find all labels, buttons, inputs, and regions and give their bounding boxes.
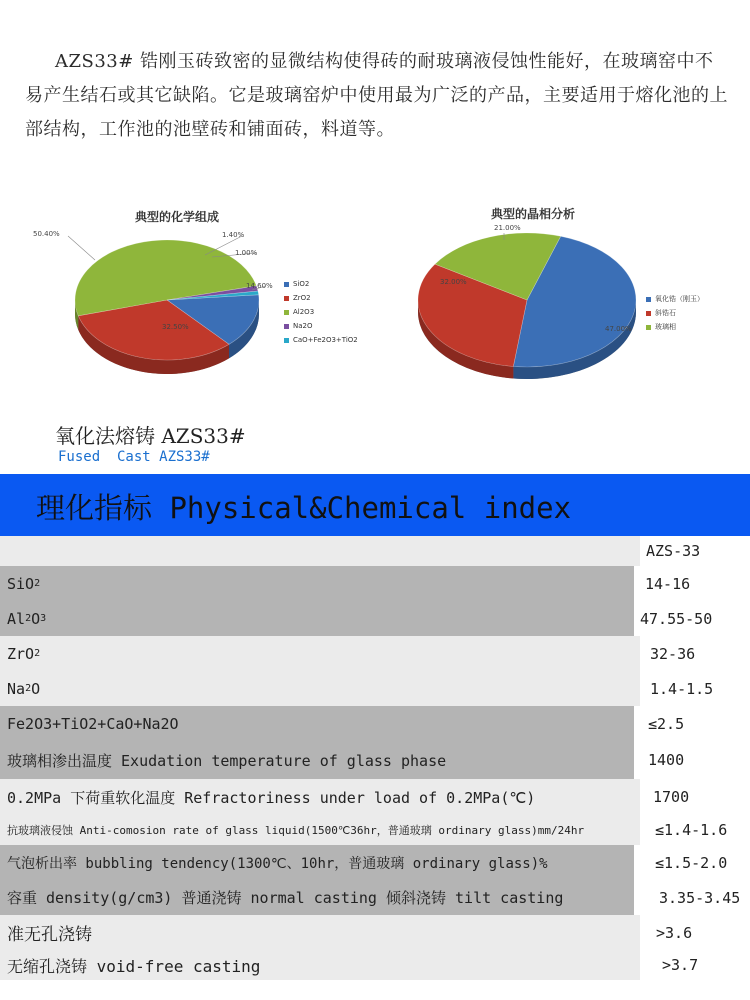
- table-row: [0, 601, 750, 636]
- intro-paragraph: [25, 45, 730, 147]
- slice-label-sio2: 14.60%: [246, 282, 273, 290]
- row-value: >3.6: [656, 923, 693, 942]
- legend-item-zro2: ZrO2: [284, 291, 358, 305]
- row-label: Fe2O3+TiO2+CaO+Na2O: [0, 706, 634, 741]
- intro-text: AZS33# 锆刚玉砖致密的显微结构使得砖的耐玻璃液侵蚀性能好，在玻璃窑中不易产生结石或其它缺陷。它是玻璃窑炉中使用最为广泛的产品，主要适用于熔化池的上部结构，工作池的池壁砖和铺面砖，料道等。: [25, 51, 728, 140]
- slice-label-glass: 21.00%: [494, 224, 521, 232]
- row-label: 无缩孔浇铸 void-free casting: [0, 950, 640, 980]
- table-row: [0, 636, 750, 671]
- row-value: 32-36: [650, 644, 696, 663]
- slice-label-baddeleyite: 32.00%: [440, 278, 467, 286]
- row-label: 玻璃相渗出温度 Exudation temperature of glass phase: [0, 741, 634, 779]
- leader-line-0: [68, 236, 95, 260]
- legend-item-cao-fe2o3-tio2: CaO+Fe2O3+TiO2: [284, 333, 358, 347]
- slice-label-na2o: 1.40%: [222, 231, 245, 239]
- pie-chart-2: [400, 200, 740, 380]
- chart-legend: [284, 277, 358, 347]
- table-row: [0, 880, 750, 915]
- product-name-en: Fused Cast AZS33#: [58, 449, 210, 465]
- table-row: [0, 741, 750, 779]
- row-label: Al 2 O 3: [0, 601, 634, 636]
- table-header-row: [0, 536, 750, 566]
- row-label: 抗玻璃液侵蚀 Anti-comosion rate of glass liquid(1500℃36hr，普通玻璃 ordinary glass)mm/24hr: [0, 815, 640, 845]
- row-value: ≤1.4-1.6: [655, 821, 728, 839]
- table-row: [0, 950, 750, 980]
- row-value: 47.55-50: [640, 609, 713, 628]
- chart-title: 典型的化学组成: [135, 210, 220, 224]
- table-row: [0, 671, 750, 706]
- row-label: 准无孔浇铸: [0, 915, 640, 950]
- slice-label-al2o3: 50.40%: [33, 230, 60, 238]
- chemical-composition-chart: [20, 200, 360, 380]
- row-value: 1.4-1.5: [650, 679, 714, 698]
- banner-title: 理化指标 Physical&Chemical index: [36, 491, 572, 525]
- row-value: ≤1.5-2.0: [655, 853, 728, 872]
- row-value: 1400: [648, 751, 685, 769]
- legend-item-corundum: 氧化锆（刚玉）: [646, 292, 704, 306]
- product-name-cn: 氧化法熔铸 AZS33#: [55, 424, 246, 448]
- legend-item-glass-phase: 玻璃相: [646, 320, 704, 334]
- row-value: 3.35-3.45: [659, 888, 741, 907]
- table-row: [0, 915, 750, 950]
- table-row: [0, 706, 750, 741]
- crystal-phase-chart: [400, 200, 740, 380]
- header-label-cell: [0, 536, 640, 566]
- section-banner: [0, 474, 750, 536]
- row-label: SiO 2: [0, 566, 634, 601]
- table-row: [0, 779, 750, 815]
- row-label: 0.2MPa 下荷重软化温度 Refractoriness under load of 0.2MPa(℃): [0, 779, 640, 815]
- row-value: 1700: [653, 788, 690, 806]
- row-label: Na 2 O: [0, 671, 640, 706]
- row-value: ≤2.5: [648, 714, 685, 733]
- table-row: [0, 815, 750, 845]
- row-value: 14-16: [645, 574, 691, 593]
- legend-item-baddeleyite: 斜锆石: [646, 306, 704, 320]
- slice-label-zro2: 32.50%: [162, 323, 189, 331]
- header-value: AZS-33: [646, 542, 701, 560]
- table-row: [0, 566, 750, 601]
- chart-title: 典型的晶相分析: [491, 207, 576, 221]
- row-label: ZrO 2: [0, 636, 640, 671]
- legend-item-sio2: SiO2: [284, 277, 358, 291]
- slice-label-cao: 1.00%: [235, 249, 258, 257]
- legend-item-na2o: Na2O: [284, 319, 358, 333]
- legend-item-al2o3: Al2O3: [284, 305, 358, 319]
- row-value: >3.7: [662, 956, 699, 974]
- row-label: 容重 density(g/cm3) 普通浇铸 normal casting 倾斜浇铸 tilt casting: [0, 880, 634, 915]
- row-label: 气泡析出率 bubbling tendency(1300℃、10hr，普通玻璃 ordinary glass)%: [0, 845, 634, 880]
- table-row: [0, 845, 750, 880]
- slice-label-corundum: 47.00%: [605, 325, 632, 333]
- chart-legend: [646, 292, 704, 334]
